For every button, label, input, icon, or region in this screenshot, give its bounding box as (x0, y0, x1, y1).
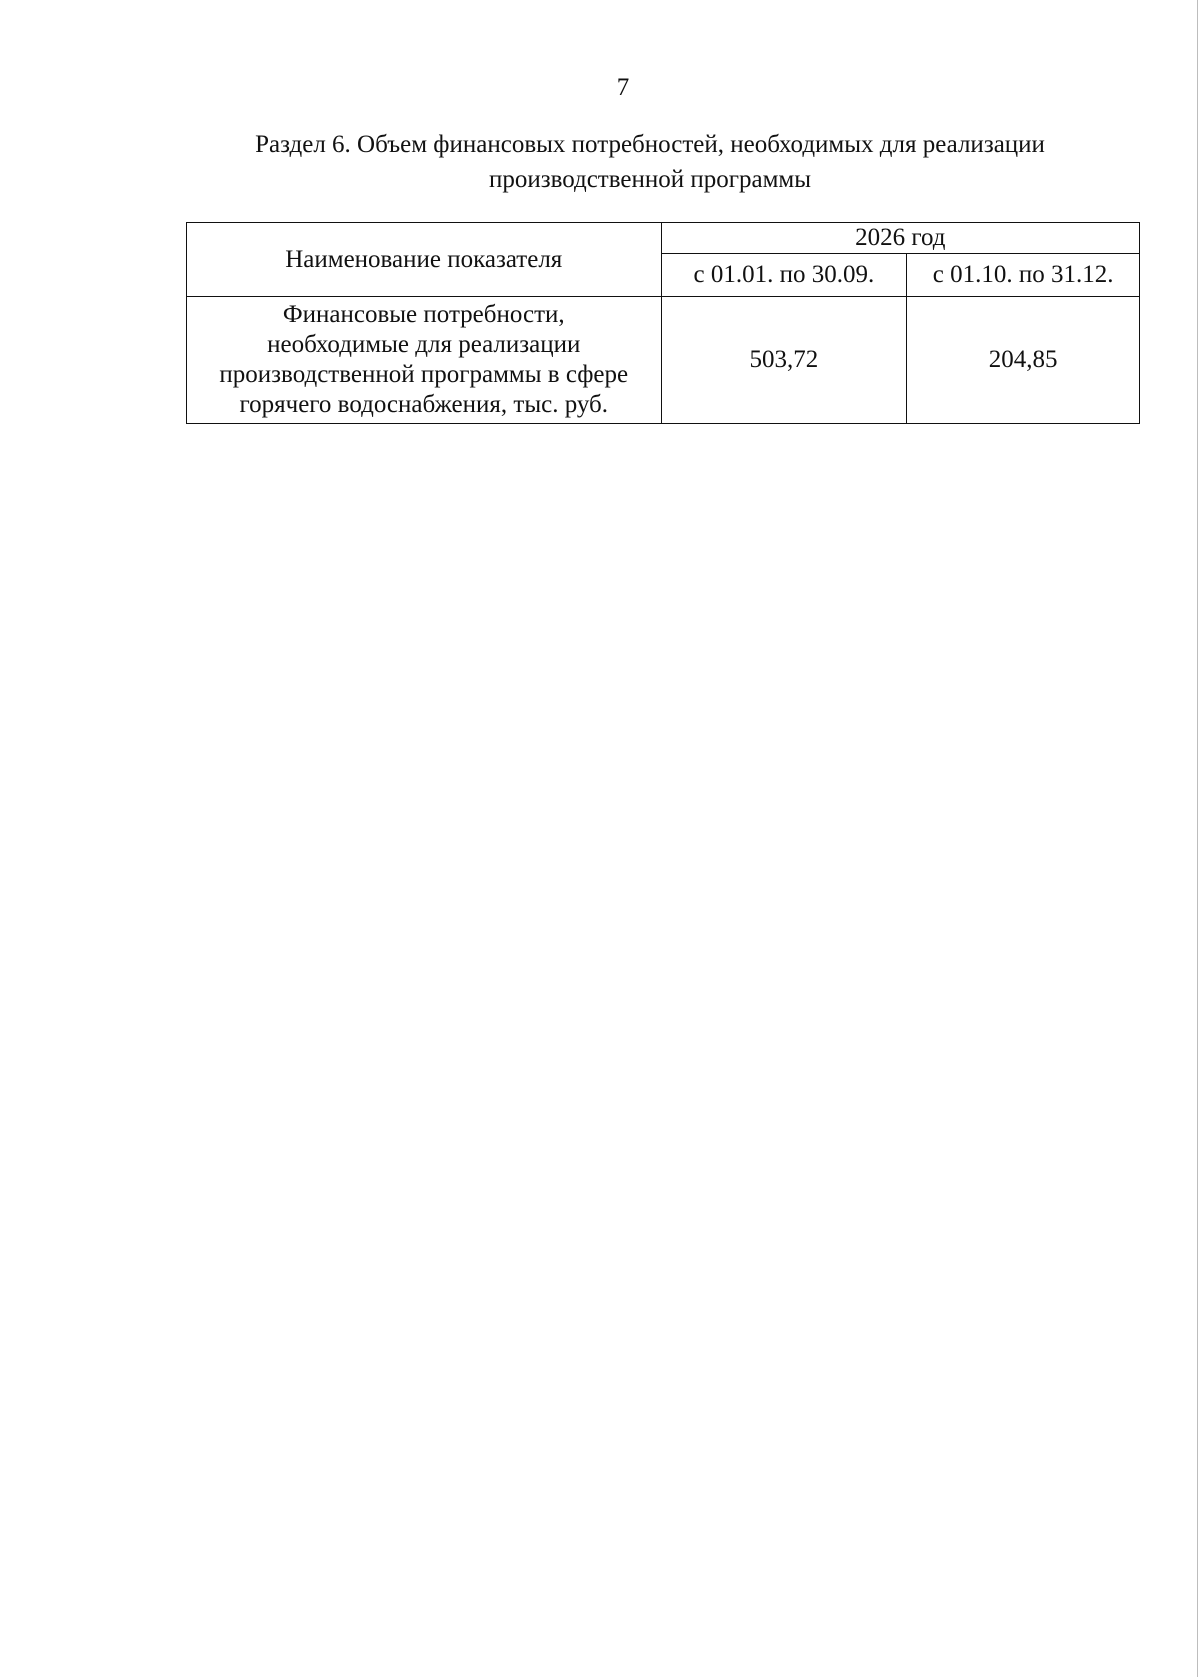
indicator-name-line: производственной программы в сфере (219, 361, 629, 388)
section-title-line-1: Раздел 6. Объем финансовых потребностей, необходимых для реализации (255, 131, 1045, 158)
indicator-name-line: необходимые для реализации (267, 331, 581, 358)
indicator-name-cell (187, 297, 662, 424)
section-title-line-2: производственной программы (488, 166, 812, 193)
value-cell-period-1: 503,72 (661, 297, 907, 424)
page-number: 7 (616, 74, 630, 101)
table-row (187, 297, 1140, 424)
indicator-name-line: горячего водоснабжения, тыс. руб. (239, 391, 609, 418)
indicator-name-line: Финансовые потребности, (282, 301, 565, 328)
financial-needs-table (186, 222, 1140, 424)
year-header: 2026 год (661, 223, 1139, 254)
section-title (150, 127, 1150, 197)
value-cell-period-2: 204,85 (907, 297, 1140, 424)
period-header-2: с 01.10. по 31.12. (907, 254, 1140, 297)
page-edge-line (1197, 0, 1198, 1677)
period-header-1: с 01.01. по 30.09. (661, 254, 907, 297)
table-header-row (187, 223, 1140, 254)
indicator-name-header: Наименование показателя (187, 223, 662, 297)
